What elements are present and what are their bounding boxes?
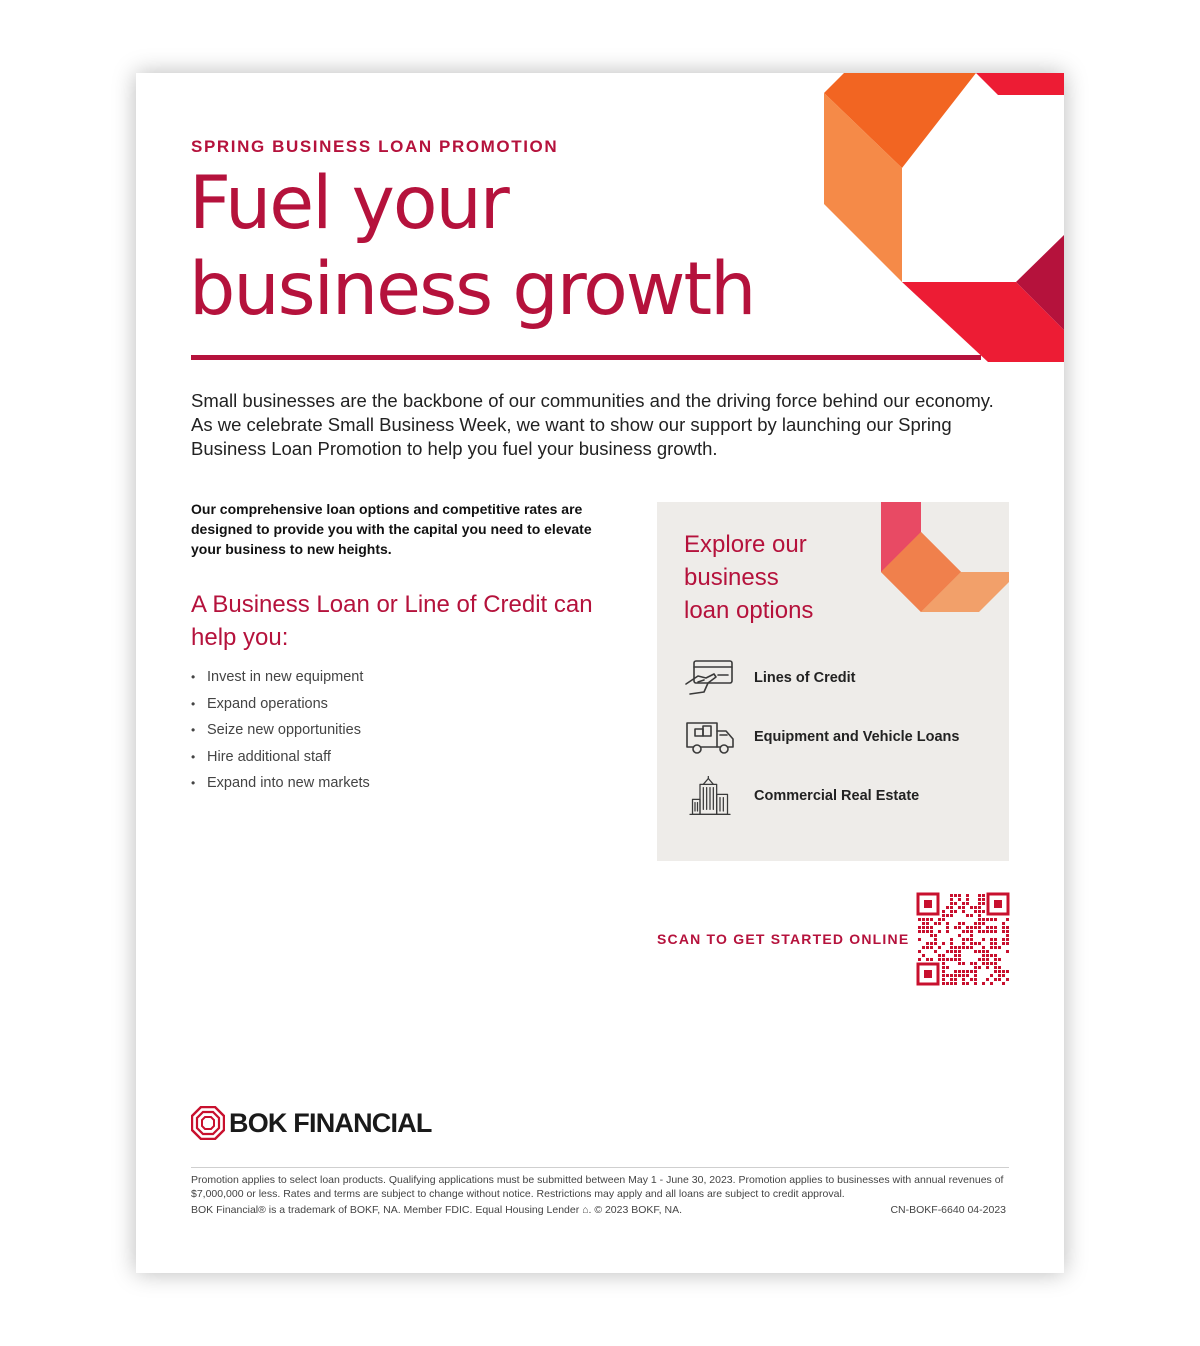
headline-divider [191, 355, 981, 360]
bok-logo-mark-icon [191, 1106, 225, 1140]
delivery-truck-icon [684, 717, 736, 757]
option-lines-of-credit: Lines of Credit [684, 658, 856, 698]
bullet-icon: • [191, 670, 196, 684]
credit-card-hand-icon [684, 658, 736, 698]
benefits-heading: A Business Loan or Line of Credit can help you: [191, 591, 593, 651]
footer-legal: BOK Financial® is a trademark of BOKF, NA. Member FDIC. Equal Housing Lender ⌂. © 2023 BOKF, NA. [191, 1204, 683, 1216]
scan-cta-label: SCAN TO GET STARTED ONLINE [657, 931, 910, 947]
page-title [189, 161, 829, 333]
intro-paragraph: Small businesses are the backbone of our communities and the driving force behind our economy. As we celebrate Small Business Week, we want to show our support by launching our Spring Business Loan Promotion to help you fuel your business growth. [191, 390, 994, 459]
qr-code-icon[interactable] [916, 892, 1010, 986]
benefits-list [191, 669, 370, 802]
list-item: • Hire additional staff [191, 748, 331, 765]
bullet-icon: • [191, 749, 196, 764]
bok-financial-logo [191, 1106, 432, 1140]
bullet-icon: • [191, 776, 196, 790]
option-equipment-vehicle-loans: Equipment and Vehicle Loans [684, 717, 959, 757]
options-title: Explore our business loan options [684, 531, 814, 624]
list-item: • Invest in new equipment [191, 669, 364, 685]
bullet-icon: • [191, 696, 196, 711]
loan-options-box [657, 502, 1009, 861]
subintro-paragraph: Our comprehensive loan options and competitive rates are designed to provide you with the capital you need to elevate your business to new heights. [191, 501, 592, 557]
option-commercial-real-estate: Commercial Real Estate [684, 776, 919, 816]
footer-disclaimer: Promotion applies to select loan products. Qualifying applications must be submitted between May 1 - June 30, 2023. Promotion applies to businesses with annual revenues of $7,000,000 or less. Rates and terms are subject to change without notice. Restrictions may apply and all loans are subject to credit approval. [191, 1174, 1004, 1200]
list-item: • Expand operations [191, 695, 328, 712]
flyer-page [136, 73, 1064, 1273]
footer-divider [191, 1167, 1009, 1168]
list-item: • Expand into new markets [191, 775, 370, 791]
box-geometric-graphic [881, 502, 1009, 612]
document-code: CN-BOKF-6640 04-2023 [890, 1204, 1006, 1216]
corner-geometric-graphic [824, 73, 1064, 362]
headline-line-1: Fuel your [189, 161, 508, 246]
list-item: • Seize new opportunities [191, 722, 361, 738]
bullet-icon: • [191, 723, 196, 737]
promotion-eyebrow: SPRING BUSINESS LOAN PROMOTION [191, 137, 559, 156]
brand-name: BOK FINANCIAL [229, 1107, 432, 1138]
headline-line-2: business growth [189, 247, 755, 332]
office-building-icon [684, 776, 736, 816]
